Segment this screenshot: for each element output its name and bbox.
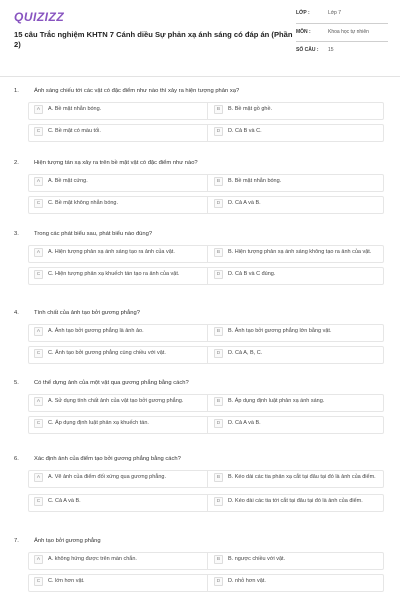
options-column-divider — [207, 347, 208, 363]
options-column-divider — [207, 246, 208, 262]
option-text: D. Cả B và C đúng. — [228, 271, 276, 278]
question-text: Ánh sáng chiếu tới các vật có đặc điểm như nào thì xảy ra hiện tượng phản xạ? — [34, 88, 240, 94]
meta-count — [296, 41, 388, 54]
option-text: D. Cả B và C. — [228, 128, 262, 135]
option-letter-badge: C — [34, 349, 43, 358]
answer-option-b[interactable] — [214, 473, 379, 482]
option-letter-badge: C — [34, 419, 43, 428]
options-column-divider — [207, 471, 208, 487]
option-letter-badge: B — [214, 473, 223, 482]
answer-option-d[interactable] — [214, 497, 379, 506]
option-text: D. Kéo dài các tia tới cắt tại đâu tại đó là ảnh của điểm. — [228, 498, 363, 505]
question-number: 1. — [14, 88, 19, 94]
answer-option-a[interactable] — [34, 473, 199, 482]
option-text: A. Ảnh tạo bởi gương phẳng là ảnh ảo. — [48, 328, 144, 335]
option-letter-badge: C — [34, 577, 43, 586]
option-letter-badge: C — [34, 497, 43, 506]
meta-class-label: LỚP : — [296, 10, 310, 16]
option-text: B. ngược chiều với vật. — [228, 556, 286, 563]
option-letter-badge: B — [214, 105, 223, 114]
option-letter-badge: A — [34, 248, 43, 257]
option-letter-badge: C — [34, 199, 43, 208]
question-number: 2. — [14, 160, 19, 166]
question-number: 4. — [14, 310, 19, 316]
answer-option-c[interactable] — [34, 577, 199, 586]
answer-option-a[interactable] — [34, 555, 199, 564]
answer-option-a[interactable] — [34, 177, 199, 186]
option-text: A. Hiện tượng phản xạ ánh sáng tạo ra ảnh của vật. — [48, 249, 175, 256]
option-letter-badge: D — [214, 199, 223, 208]
option-text: B. Hiện tượng phản xạ ánh sáng không tạo ra ảnh của vật. — [228, 249, 372, 256]
question-text: Trong các phát biểu sau, phát biểu nào đúng? — [34, 231, 153, 237]
options-column-divider — [207, 125, 208, 141]
options-column-divider — [207, 553, 208, 569]
option-text: B. Áp dụng định luật phản xạ ánh sáng. — [228, 398, 325, 405]
question-number: 3. — [14, 231, 19, 237]
worksheet-meta — [296, 10, 388, 60]
options-column-divider — [207, 395, 208, 411]
quizizz-logo: QUIZIZZ — [14, 10, 65, 24]
question-text: Xác định ảnh của điểm tạo bởi gương phẳng bằng cách? — [34, 456, 181, 462]
header-divider — [0, 76, 400, 77]
option-letter-badge: A — [34, 105, 43, 114]
option-letter-badge: D — [214, 497, 223, 506]
options-column-divider — [207, 495, 208, 511]
option-text: B. Bề mặt nhẵn bóng. — [228, 178, 282, 185]
option-letter-badge: A — [34, 177, 43, 186]
option-letter-badge: D — [214, 577, 223, 586]
option-letter-badge: B — [214, 248, 223, 257]
option-text: A. không hứng được trên màn chắn. — [48, 556, 137, 563]
question-number: 7. — [14, 538, 19, 544]
answer-option-a[interactable] — [34, 248, 199, 257]
meta-subject — [296, 23, 388, 36]
options-column-divider — [207, 197, 208, 213]
options-column-divider — [207, 417, 208, 433]
meta-class-value: Lớp 7 — [328, 10, 342, 16]
option-text: B. Bề mặt gồ ghề. — [228, 106, 273, 113]
option-letter-badge: A — [34, 327, 43, 336]
option-letter-badge: D — [214, 419, 223, 428]
answer-option-d[interactable] — [214, 127, 379, 136]
answer-option-c[interactable] — [34, 270, 199, 279]
option-letter-badge: C — [34, 127, 43, 136]
answer-option-c[interactable] — [34, 349, 199, 358]
worksheet-title: 15 câu Trắc nghiệm KHTN 7 Cánh diều Sự phản xạ ánh sáng có đáp án (Phần 2) — [14, 30, 293, 49]
answer-option-b[interactable] — [214, 248, 379, 257]
question-number: 5. — [14, 380, 19, 386]
option-text: C. Áp dụng định luật phản xạ khuếch tán. — [48, 420, 149, 427]
option-letter-badge: A — [34, 473, 43, 482]
option-text: A. Bề mặt nhẵn bóng. — [48, 106, 102, 113]
question-text: Tính chất của ảnh tạo bởi gương phẳng? — [34, 310, 140, 316]
answer-option-b[interactable] — [214, 555, 379, 564]
question-text: Hiện tượng tán xạ xảy ra trên bề mặt vật có đặc điểm như nào? — [34, 160, 198, 166]
question-text: Ảnh tạo bởi gương phẳng — [34, 538, 101, 544]
question-number: 6. — [14, 456, 19, 462]
meta-subject-label: MÔN : — [296, 28, 311, 35]
option-text: C. Bề mặt có màu tối. — [48, 128, 101, 135]
answer-option-a[interactable] — [34, 397, 199, 406]
options-column-divider — [207, 268, 208, 284]
option-text: D. nhỏ hơn vật. — [228, 578, 266, 585]
option-text: D. Cả A và B. — [228, 200, 261, 207]
option-text: C. lớn hơn vật. — [48, 578, 85, 585]
options-column-divider — [207, 575, 208, 591]
options-column-divider — [207, 103, 208, 119]
option-text: C. Cả A và B. — [48, 498, 81, 505]
option-text: B. Kéo dài các tia phản xạ cắt tại đâu tại đó là ảnh của điểm. — [228, 474, 376, 481]
meta-count-value: 15 — [328, 47, 334, 53]
answer-option-b[interactable] — [214, 397, 379, 406]
answer-option-c[interactable] — [34, 497, 199, 506]
option-text: B. Ảnh tạo bởi gương phẳng lớn bằng vật. — [228, 328, 332, 335]
option-letter-badge: B — [214, 327, 223, 336]
option-letter-badge: B — [214, 555, 223, 564]
question-text: Có thể dựng ảnh của một vật qua gương phẳng bằng cách? — [34, 380, 189, 386]
option-letter-badge: D — [214, 127, 223, 136]
meta-class — [296, 10, 388, 17]
option-text: C. Ảnh tạo bởi gương phẳng cùng chiều với vật. — [48, 350, 166, 357]
answer-option-c[interactable] — [34, 419, 199, 428]
answer-option-d[interactable] — [214, 419, 379, 428]
option-letter-badge: B — [214, 397, 223, 406]
answer-option-c[interactable] — [34, 127, 199, 136]
options-column-divider — [207, 325, 208, 341]
answer-option-d[interactable] — [214, 349, 379, 358]
options-column-divider — [207, 175, 208, 191]
answer-option-c[interactable] — [34, 199, 199, 208]
answer-option-b[interactable] — [214, 105, 379, 114]
option-text: A. Bề mặt cứng. — [48, 178, 88, 185]
option-text: D. Cả A và B. — [228, 420, 261, 427]
meta-subject-value: Khoa học tự nhiên — [328, 28, 369, 35]
answer-option-a[interactable] — [34, 327, 199, 336]
answer-option-b[interactable] — [214, 327, 379, 336]
answer-option-d[interactable] — [214, 577, 379, 586]
answer-option-a[interactable] — [34, 105, 199, 114]
option-text: A. Vẽ ảnh của điểm đối xứng qua gương phẳng. — [48, 474, 166, 481]
answer-option-b[interactable] — [214, 177, 379, 186]
option-text: D. Cả A, B, C. — [228, 350, 263, 357]
option-letter-badge: D — [214, 270, 223, 279]
option-letter-badge: B — [214, 177, 223, 186]
answer-option-d[interactable] — [214, 199, 379, 208]
option-text: C. Hiện tượng phản xạ khuếch tán tạo ra ảnh của vật. — [48, 271, 180, 278]
option-letter-badge: A — [34, 555, 43, 564]
worksheet-header — [0, 0, 400, 80]
option-letter-badge: A — [34, 397, 43, 406]
option-letter-badge: D — [214, 349, 223, 358]
option-text: C. Bề mặt không nhẵn bóng. — [48, 200, 119, 207]
answer-option-d[interactable] — [214, 270, 379, 279]
option-letter-badge: C — [34, 270, 43, 279]
option-text: A. Sử dụng tính chất ảnh của vật tạo bởi gương phẳng. — [48, 398, 184, 405]
meta-count-label: SỐ CÂU : — [296, 47, 319, 53]
